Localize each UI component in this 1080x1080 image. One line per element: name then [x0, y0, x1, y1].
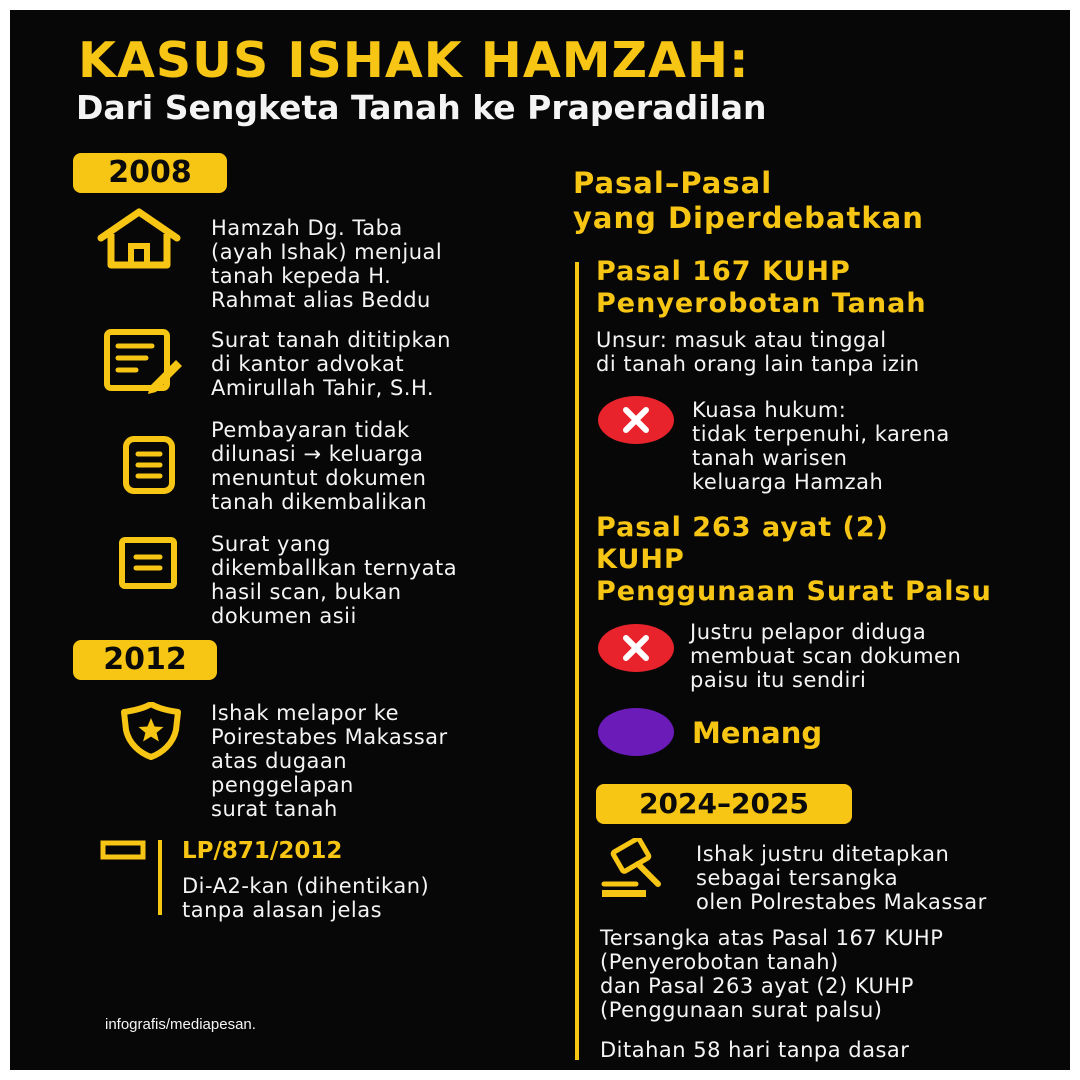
house-icon — [96, 208, 182, 274]
page-title: KASUS ISHAK HAMZAH: — [78, 32, 750, 89]
event-land-sale: Hamzah Dg. Taba (ayah Ishak) menjual tanah kepeda H. Rahmat alias Beddu — [211, 216, 443, 312]
right-timeline-line — [575, 262, 579, 1060]
event-scan-returned: Surat yang dikemballkan ternyata hasil scan, bukan dokumen asii — [211, 532, 458, 628]
won-indicator-circle — [598, 708, 674, 756]
article-167-counter: Kuasa hukum: tidak terpenuhi, karena tanah warisen keluarga Hamzah — [692, 398, 950, 494]
event-police-report: Ishak melapor ke Poirestabes Makassar atas dugaan penggelapan surat tanah — [211, 701, 448, 821]
charges-text: Tersangka atas Pasal 167 KUHP (Penyerobotan tanah) dan Pasal 263 ayat (2) KUHP (Penggunaan surat palsu) — [600, 926, 944, 1022]
event-payment-unpaid: Pembayaran tidak dilunasi → keluarga menuntut dokumen tanah dikembalikan — [211, 418, 428, 514]
lp-number: LP/871/2012 — [182, 838, 343, 864]
year-badge-2008: 2008 — [73, 153, 227, 193]
lp-status: Di-A2-kan (dihentikan) tanpa alasan jelas — [182, 874, 430, 922]
document-icon — [116, 535, 180, 595]
document-list-icon — [120, 434, 180, 500]
police-badge-icon — [116, 702, 186, 764]
article-167-element: Unsur: masuk atau tinggal di tanah orang lain tanpa izin — [596, 328, 920, 376]
article-263-counter: Justru pelapor diduga membuat scan dokumen paisu itu sendiri — [690, 620, 962, 692]
event-certificate-deposited: Surat tanah dititipkan di kantor advokat Amirullah Tahir, S.H. — [211, 328, 451, 400]
page-subtitle: Dari Sengketa Tanah ke Praperadilan — [76, 88, 767, 127]
x-icon — [598, 396, 674, 444]
article-167-title: Pasal 167 KUHP Penyerobotan Tanah — [596, 256, 927, 319]
source-credit: infografis/mediapesan. — [105, 1016, 256, 1033]
year-badge-2012: 2012 — [73, 640, 217, 680]
won-label: Menang — [692, 716, 823, 750]
infographic-frame — [10, 10, 1070, 1070]
document-edit-icon — [102, 328, 182, 398]
suspect-status: Ishak justru ditetapkan sebagai tersangka olen Polrestabes Makassar — [696, 842, 987, 914]
articles-heading: Pasal–Pasal yang Diperdebatkan — [573, 166, 924, 235]
rectangle-icon — [100, 840, 146, 864]
gavel-icon — [600, 838, 684, 906]
lp-divider — [158, 840, 162, 915]
article-263-title: Pasal 263 ayat (2) KUHP Penggunaan Surat Palsu — [596, 512, 992, 607]
year-badge-2024-2025: 2024–2025 — [596, 784, 852, 824]
x-icon — [598, 624, 674, 672]
detention-text: Ditahan 58 hari tanpa dasar — [600, 1038, 910, 1062]
